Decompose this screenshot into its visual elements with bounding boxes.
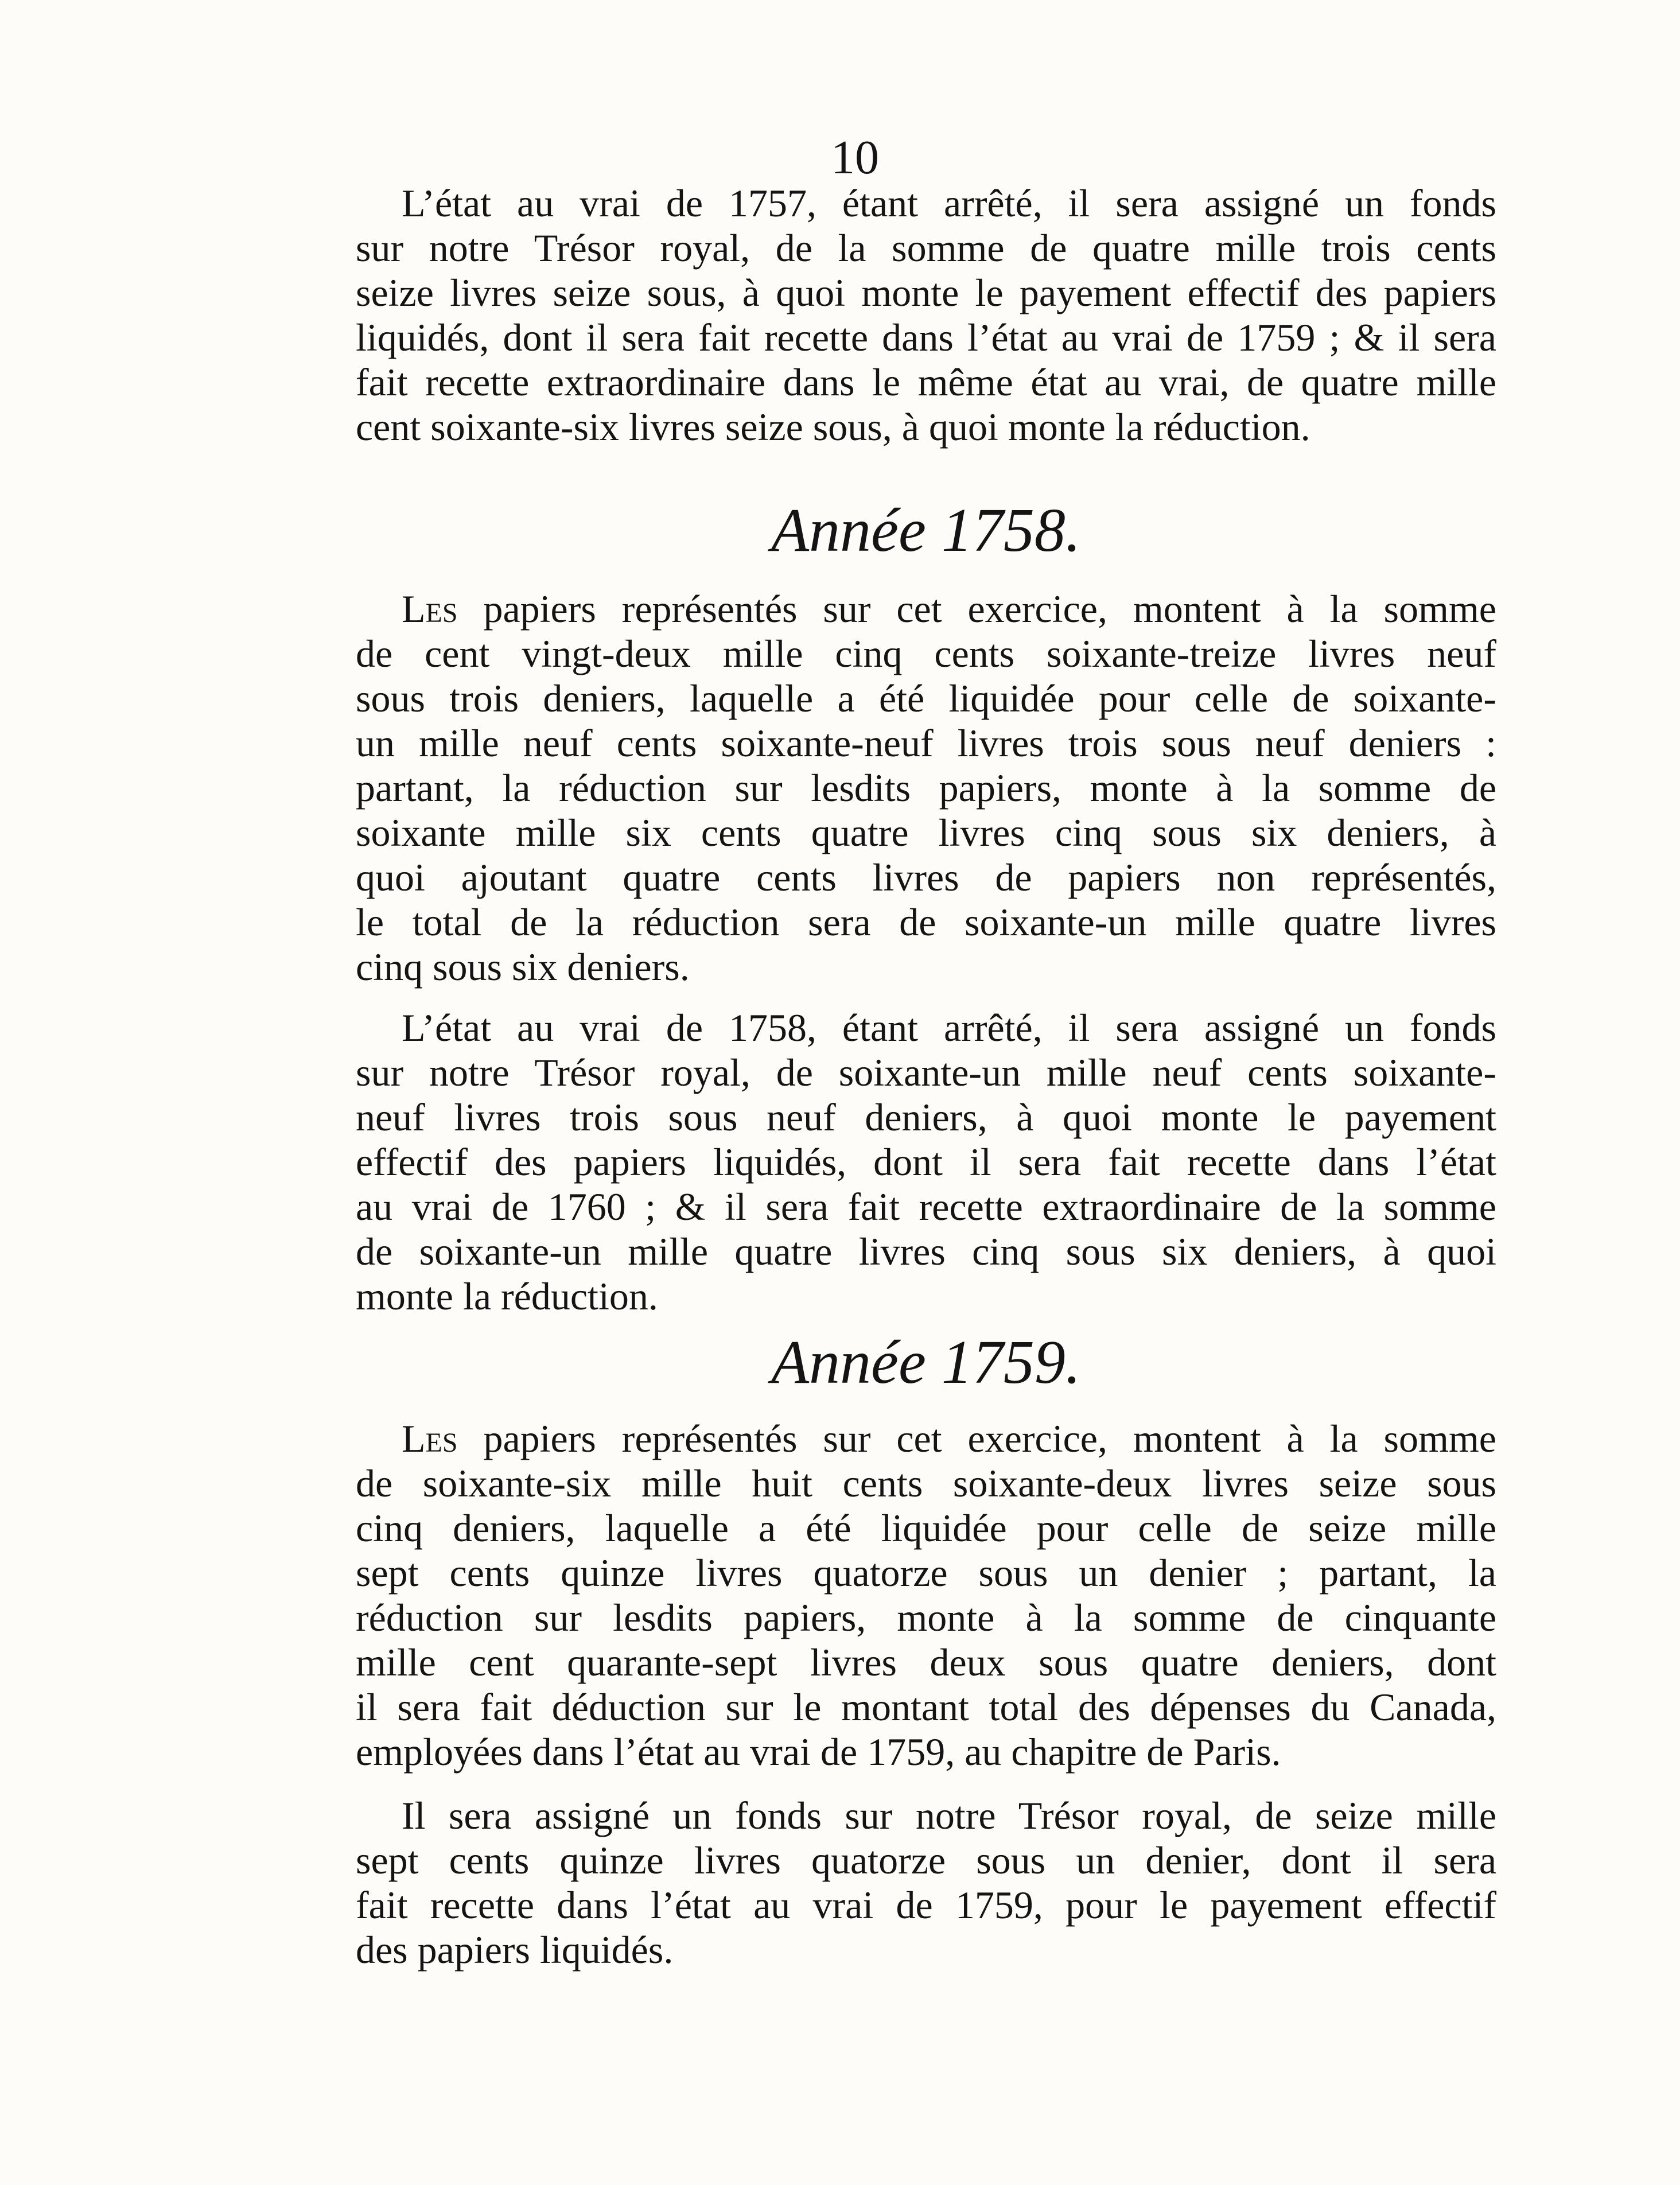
paragraph-1759-papiers: [356, 1416, 1496, 1774]
text-line: fait recette extraordinaire dans le même état au vrai, de quatre mille: [356, 360, 1496, 404]
text-line: au vrai de 1760 ; & il sera fait recette extraordinaire de la somme: [356, 1185, 1496, 1228]
text-line: des papiers liquidés.: [356, 1928, 674, 1972]
text-line: L’état au vrai de 1758, étant arrêté, il sera assigné un fonds: [402, 1006, 1496, 1049]
text-line: effectif des papiers liquidés, dont il sera fait recette dans l’état: [356, 1140, 1496, 1184]
text-line: cent soixante-six livres seize sous, à quoi monte la réduction.: [356, 405, 1310, 449]
paragraph-1758-etat: [356, 1005, 1496, 1319]
text-line: mille cent quarante-sept livres deux sous quatre deniers, dont: [356, 1640, 1496, 1684]
text-line: [356, 1416, 1496, 1461]
text-line: monte la réduction.: [356, 1274, 658, 1318]
text-line: liquidés, dont il sera fait recette dans l’état au vrai de 1759 ; & il sera: [356, 316, 1496, 359]
section-heading-1759: Année 1759.: [771, 1328, 1081, 1397]
paragraph-1758-papiers: [356, 586, 1496, 989]
text-span: papiers représentés sur cet exercice, montent à la somme: [457, 587, 1496, 631]
text-line: soixante mille six cents quatre livres cinq sous six deniers, à: [356, 811, 1496, 854]
text-line: un mille neuf cents soixante-neuf livres trois sous neuf deniers :: [356, 721, 1496, 765]
text-line: cinq sous six deniers.: [356, 945, 690, 989]
text-line: sur notre Trésor royal, de soixante-un mille neuf cents soixante-: [356, 1051, 1496, 1094]
text-line: sept cents quinze livres quatorze sous un denier, dont il sera: [356, 1838, 1496, 1882]
text-line: sept cents quinze livres quatorze sous un denier ; partant, la: [356, 1551, 1496, 1595]
text-line: réduction sur lesdits papiers, monte à la somme de cinquante: [356, 1596, 1496, 1639]
text-line: fait recette dans l’état au vrai de 1759, pour le payement effectif: [356, 1883, 1496, 1927]
text-line: sous trois deniers, laquelle a été liquidée pour celle de soixante-: [356, 677, 1496, 720]
text-line: cinq deniers, laquelle a été liquidée pour celle de seize mille: [356, 1506, 1496, 1550]
text-line: neuf livres trois sous neuf deniers, à quoi monte le payement: [356, 1095, 1496, 1139]
text-line: partant, la réduction sur lesdits papiers, monte à la somme de: [356, 766, 1496, 810]
text-line: de soixante-six mille huit cents soixante-deux livres seize sous: [356, 1461, 1496, 1505]
section-heading-1758: Année 1758.: [771, 496, 1081, 565]
text-line: employées dans l’état au vrai de 1759, au chapitre de Paris.: [356, 1730, 1281, 1774]
paragraph-etat-1757: [356, 181, 1496, 449]
page-number: 10: [831, 131, 879, 184]
text-line: de soixante-un mille quatre livres cinq sous six deniers, à quoi: [356, 1230, 1496, 1273]
lead-word: Les: [402, 587, 458, 631]
text-line: L’état au vrai de 1757, étant arrêté, il sera assigné un fonds: [402, 181, 1496, 225]
text-line: [356, 586, 1496, 631]
text-line: il sera fait déduction sur le montant total des dépenses du Canada,: [356, 1685, 1496, 1729]
text-line: sur notre Trésor royal, de la somme de quatre mille trois cents: [356, 226, 1496, 270]
text-line: de cent vingt-deux mille cinq cents soixante-treize livres neuf: [356, 632, 1496, 675]
text-line: le total de la réduction sera de soixante-un mille quatre livres: [356, 900, 1496, 944]
lead-word: Les: [402, 1417, 458, 1460]
text-span: papiers représentés sur cet exercice, montent à la somme: [457, 1417, 1496, 1460]
text-line: quoi ajoutant quatre cents livres de papiers non représentés,: [356, 856, 1496, 899]
text-line: seize livres seize sous, à quoi monte le payement effectif des papiers: [356, 271, 1496, 314]
text-line: Il sera assigné un fonds sur notre Trésor royal, de seize mille: [402, 1794, 1496, 1837]
paragraph-1759-fonds: [356, 1793, 1496, 1972]
